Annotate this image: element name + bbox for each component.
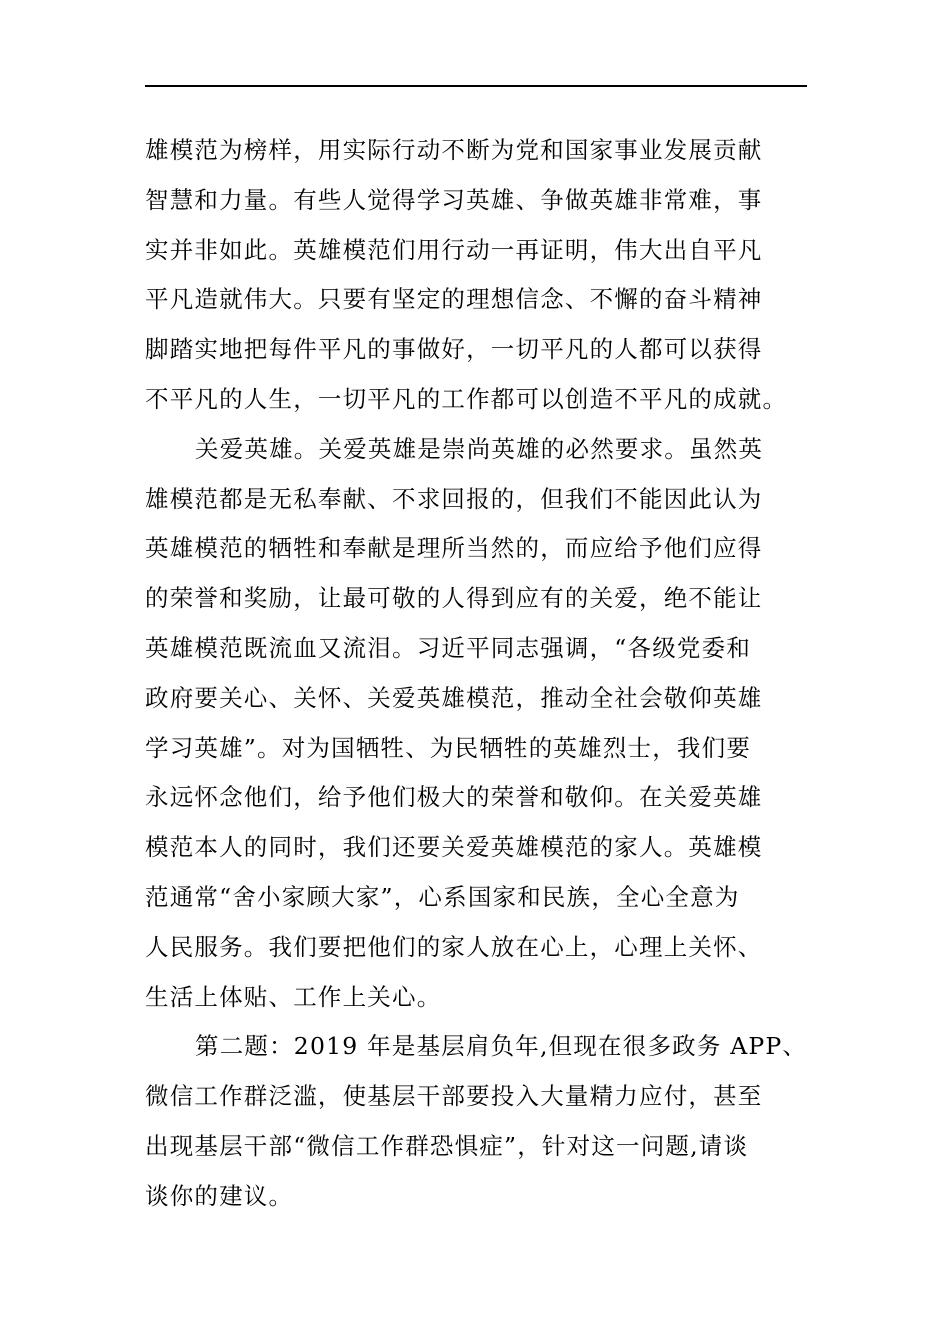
text-line: 脚踏实地把每件平凡的事做好，一切平凡的人都可以获得 [145,335,763,364]
text-line: 出现基层干部“微信工作群恐惧症”，针对这一问题,请谈 [145,1131,749,1160]
text-line: 平凡造就伟大。只要有坚定的理想信念、不懈的奋斗精神 [145,285,763,314]
document-body [145,126,807,1222]
text-line: 英雄模范的牺牲和奉献是理所当然的，而应给予他们应得 [145,534,763,563]
text-line: 政府要关心、关怀、关爱英雄模范，推动全社会敬仰英雄 [145,683,763,712]
text-line: 范通常“舍小家顾大家”，心系国家和民族，全心全意为 [145,882,740,911]
header-rule [145,85,807,87]
paragraph-start-line: 第二题：2019 年是基层肩负年,但现在很多政务 APP、 [195,1032,807,1061]
text-line: 不平凡的人生，一切平凡的工作都可以创造不平凡的成就。 [145,384,788,413]
text-line: 模范本人的同时，我们还要关爱英雄模范的家人。英雄模 [145,833,763,862]
text-line: 人民服务。我们要把他们的家人放在心上，心理上关怀、 [145,932,763,961]
text-line: 谈你的建议。 [145,1181,294,1210]
text-line: 英雄模范既流血又流泪。习近平同志强调，“各级党委和 [145,633,752,662]
text-line: 生活上体贴、工作上关心。 [145,982,442,1011]
text-line: 雄模范都是无私奉献、不求回报的，但我们不能因此认为 [145,484,763,513]
text-line: 雄模范为榜样，用实际行动不断为党和国家事业发展贡献 [145,136,763,164]
text-line: 的荣誉和奖励，让最可敬的人得到应有的关爱，绝不能让 [145,584,763,613]
text-line: 微信工作群泛滥，使基层干部要投入大量精力应付，甚至 [145,1082,763,1111]
text-line: 永远怀念他们，给予他们极大的荣誉和敬仰。在关爱英雄 [145,783,763,812]
text-line: 学习英雄”。对为国牺牲、为民牺牲的英雄烈士，我们要 [145,733,752,762]
paragraph-start-line: 关爱英雄。关爱英雄是崇尚英雄的必然要求。虽然英 [195,434,764,463]
text-line: 智慧和力量。有些人觉得学习英雄、争做英雄非常难，事 [145,185,763,214]
text-line: 实并非如此。英雄模范们用行动一再证明，伟大出自平凡 [145,235,763,264]
